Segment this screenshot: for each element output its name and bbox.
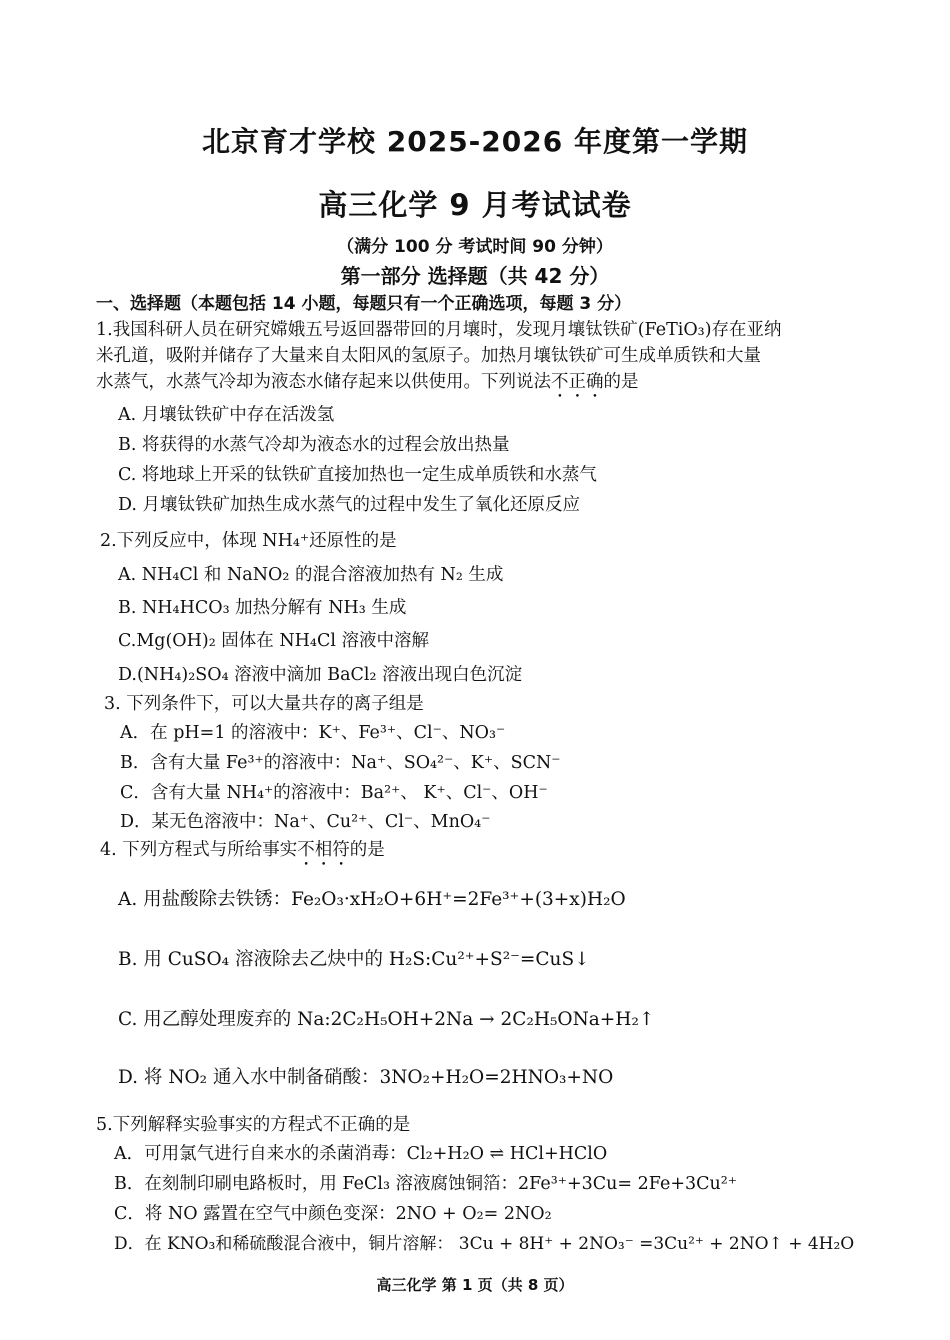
q2-option-d: D.(NH₄)₂SO₄ 溶液中滴加 BaCl₂ 溶液出现白色沉淀 [118, 665, 523, 685]
q3-option-b: B．含有大量 Fe³⁺的溶液中：Na⁺、SO₄²⁻、K⁺、SCN⁻ [120, 753, 561, 773]
section-title: 一、选择题（本题包括 14 小题，每题只有一个正确选项，每题 3 分） [96, 294, 632, 314]
q4-option-c: C. 用乙醇处理废弃的 Na:2C₂H₅OH+2Na → 2C₂H₅ONa+H₂↑ [118, 1009, 655, 1030]
q3-option-a: A．在 pH=1 的溶液中：K⁺、Fe³⁺、Cl⁻、NO₃⁻ [120, 723, 506, 743]
q2-stem: 2.下列反应中，体现 NH₄⁺还原性的是 [100, 531, 397, 551]
q3-option-c: C．含有大量 NH₄⁺的溶液中：Ba²⁺、 K⁺、Cl⁻、OH⁻ [120, 783, 548, 803]
q1-stem-line1: 1.我国科研人员在研究嫦娥五号返回器带回的月壤时，发现月壤钛铁矿(FeTiO₃)存在亚纳 [96, 320, 782, 340]
q1-stem-line3: 水蒸气，水蒸气冷却为液态水储存起来以供使用。下列说法不正确的是 [96, 372, 639, 392]
q4-option-a: A. 用盐酸除去铁锈：Fe₂O₃·xH₂O+6H⁺=2Fe³⁺+(3+x)H₂O [118, 889, 626, 910]
q2-option-c: C.Mg(OH)₂ 固体在 NH₄Cl 溶液中溶解 [118, 631, 429, 651]
q5-stem: 5.下列解释实验事实的方程式不正确的是 [96, 1115, 411, 1135]
q1-option-b: B. 将获得的水蒸气冷却为液态水的过程会放出热量 [118, 435, 510, 455]
q2-option-b: B. NH₄HCO₃ 加热分解有 NH₃ 生成 [118, 598, 407, 618]
q5-option-a: A．可用氯气进行自来水的杀菌消毒：Cl₂+H₂O ⇌ HCl+HClO [114, 1144, 608, 1164]
q5-option-d: D．在 KNO₃和稀硫酸混合液中，铜片溶解： 3Cu + 8H⁺ + 2NO₃⁻ =3Cu²⁺ + 2NO↑ + 4H₂O [114, 1234, 855, 1254]
q1-option-c: C. 将地球上开采的钛铁矿直接加热也一定生成单质铁和水蒸气 [118, 465, 597, 485]
q4-emphasis: 不相符 [297, 840, 350, 860]
part-title: 第一部分 选择题（共 42 分） [340, 264, 610, 288]
q3-option-d: D．某无色溶液中：Na⁺、Cu²⁺、Cl⁻、MnO₄⁻ [120, 812, 491, 832]
q2-option-a: A. NH₄Cl 和 NaNO₂ 的混合溶液加热有 N₂ 生成 [118, 565, 504, 585]
exam-info: （满分 100 分 考试时间 90 分钟） [337, 237, 613, 257]
school-title: 北京育才学校 2025-2026 年度第一学期 [202, 125, 748, 158]
q1-stem-line2: 米孔道，吸附并储存了大量来自太阳风的氢原子。加热月壤钛铁矿可生成单质铁和大量 [96, 346, 761, 366]
exam-title: 高三化学 9 月考试试卷 [318, 188, 632, 222]
q1-emphasis: 不正确 [551, 372, 604, 392]
page-footer: 高三化学 第 1 页（共 8 页） [376, 1276, 574, 1294]
q4-stem: 4. 下列方程式与所给事实不相符的是 [100, 840, 385, 860]
q4-option-d: D. 将 NO₂ 通入水中制备硝酸：3NO₂+H₂O=2HNO₃+NO [118, 1067, 614, 1088]
q5-option-b: B．在刻制印刷电路板时，用 FeCl₃ 溶液腐蚀铜箔：2Fe³⁺+3Cu= 2Fe+3Cu²⁺ [114, 1174, 738, 1194]
q4-option-b: B. 用 CuSO₄ 溶液除去乙炔中的 H₂S:Cu²⁺+S²⁻=CuS↓ [118, 949, 590, 970]
q5-option-c: C．将 NO 露置在空气中颜色变深：2NO + O₂= 2NO₂ [114, 1204, 552, 1224]
q1-option-a: A. 月壤钛铁矿中存在活泼氢 [118, 405, 335, 425]
q3-stem: 3. 下列条件下，可以大量共存的离子组是 [104, 694, 424, 714]
q1-option-d: D. 月壤钛铁矿加热生成水蒸气的过程中发生了氧化还原反应 [118, 495, 581, 515]
